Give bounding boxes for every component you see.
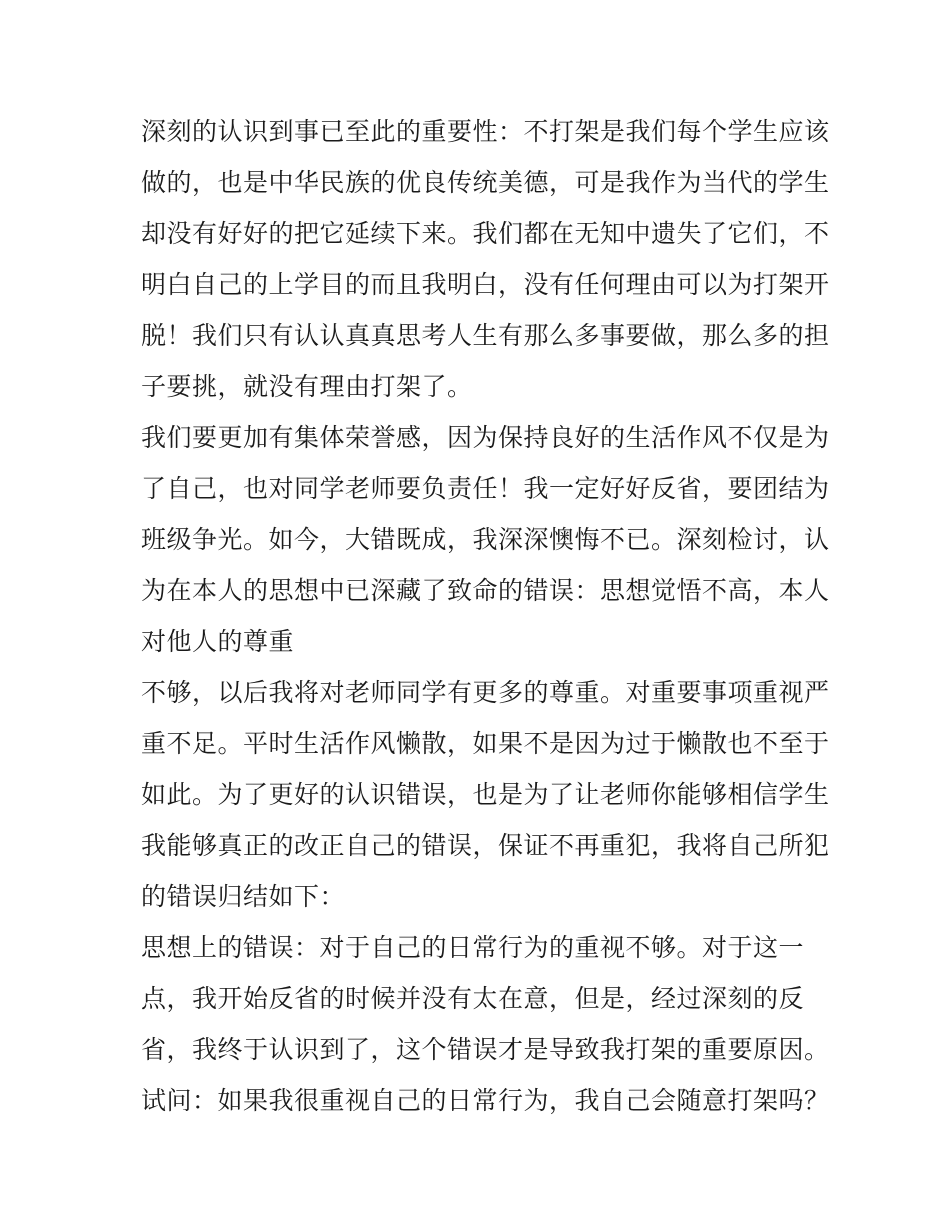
text-line-14: 如此。为了更好的认识错误，也是为了让老师你能够相信学生 bbox=[141, 780, 830, 809]
text-line-11: 对他人的尊重 bbox=[141, 627, 295, 656]
text-line-10: 为在本人的思想中已深藏了致命的错误：思想觉悟不高，本人 bbox=[141, 576, 830, 605]
text-line-5: 脱！我们只有认认真真思考人生有那么多事要做，那么多的担 bbox=[141, 321, 830, 350]
text-line-17: 思想上的错误：对于自己的日常行为的重视不够。对于这一 bbox=[141, 933, 805, 962]
text-line-18: 点，我开始反省的时候并没有太在意，但是，经过深刻的反 bbox=[141, 984, 805, 1013]
text-line-1: 深刻的认识到事已至此的重要性：不打架是我们每个学生应该 bbox=[141, 117, 830, 146]
document-body bbox=[141, 106, 830, 1126]
text-line-2: 做的，也是中华民族的优良传统美德，可是我作为当代的学生 bbox=[141, 168, 830, 197]
text-line-9: 班级争光。如今，大错既成，我深深懊悔不已。深刻检讨，认 bbox=[141, 525, 830, 554]
text-line-7: 我们要更加有集体荣誉感，因为保持良好的生活作风不仅是为 bbox=[141, 423, 830, 452]
text-line-15: 我能够真正的改正自己的错误，保证不再重犯，我将自己所犯 bbox=[141, 831, 830, 860]
text-line-20: 试问：如果我很重视自己的日常行为，我自己会随意打架吗？ bbox=[141, 1086, 830, 1115]
text-line-16: 的错误归结如下： bbox=[141, 882, 346, 911]
text-line-13: 重不足。平时生活作风懒散，如果不是因为过于懒散也不至于 bbox=[141, 729, 830, 758]
text-line-19: 省，我终于认识到了，这个错误才是导致我打架的重要原因。 bbox=[141, 1035, 830, 1064]
text-line-8: 了自己，也对同学老师要负责任！我一定好好反省，要团结为 bbox=[141, 474, 830, 503]
text-line-6: 子要挑，就没有理由打架了。 bbox=[141, 372, 473, 401]
text-line-4: 明白自己的上学目的而且我明白，没有任何理由可以为打架开 bbox=[141, 270, 830, 299]
text-line-3: 却没有好好的把它延续下来。我们都在无知中遗失了它们，不 bbox=[141, 219, 830, 248]
text-line-12: 不够，以后我将对老师同学有更多的尊重。对重要事项重视严 bbox=[141, 678, 830, 707]
